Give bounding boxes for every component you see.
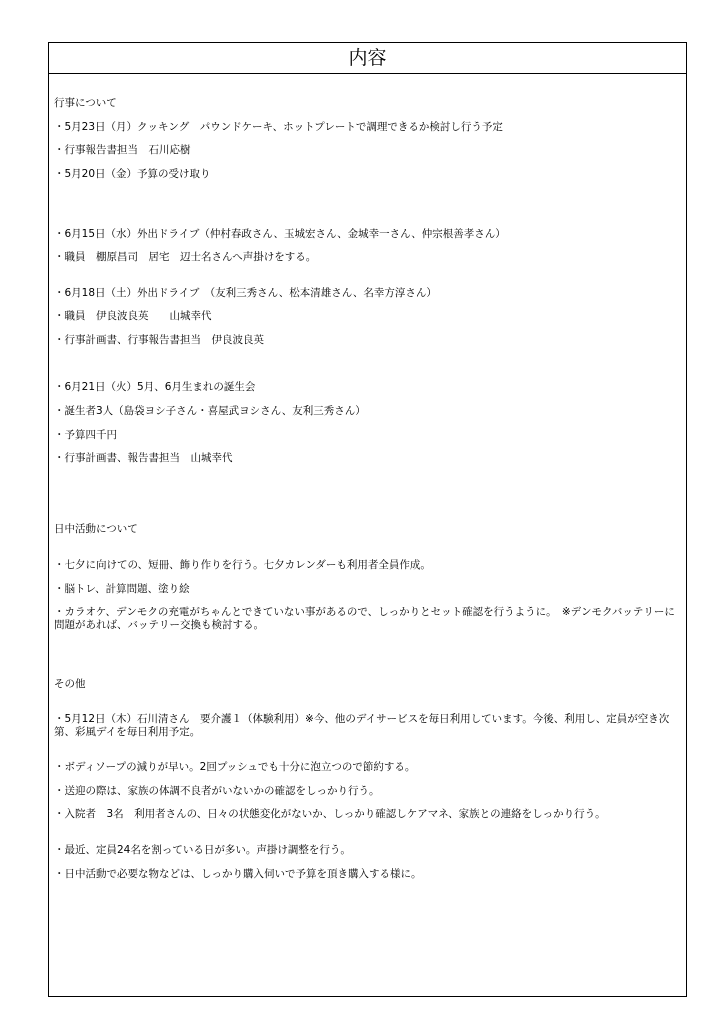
text-line: ・ボディソープの減りが早い。2回プッシュでも十分に泡立つので節約する。	[54, 761, 416, 773]
section-heading-events: 行事について	[54, 97, 117, 109]
text-line: ・6月15日（水）外出ドライブ（仲村春政さん、玉城宏さん、金城幸一さん、仲宗根善孝さん）	[54, 228, 506, 240]
section-heading-daytime: 日中活動について	[54, 523, 138, 535]
text-line: ・誕生者3人（島袋ヨシ子さん・喜屋武ヨシさん、友利三秀さん）	[54, 405, 366, 417]
text-line: ・予算四千円	[54, 429, 117, 441]
text-line: ・七夕に向けての、短冊、飾り作りを行う。七夕カレンダーも利用者全員作成。	[54, 559, 431, 571]
text-line: ・職員 伊良波良英 山城幸代	[54, 310, 212, 322]
text-line: ・6月18日（土）外出ドライブ （友利三秀さん、松本清雄さん、名幸方淳さん）	[54, 287, 437, 299]
text-line: ・6月21日（火）5月、6月生まれの誕生会	[54, 381, 256, 393]
text-line: ・5月20日（金）予算の受け取り	[54, 168, 211, 180]
text-line: ・5月12日（木）石川清さん 要介護１（体験利用）※今、他のデイサービスを毎日利用しています。今後、利用し、定員が空き次第、彩風デイを毎日利用予定。	[54, 713, 670, 738]
text-line: ・送迎の際は、家族の体調不良者がいないかの確認をしっかり行う。	[54, 785, 380, 797]
text-line: ・最近、定員24名を割っている日が多い。声掛け調整を行う。	[54, 844, 351, 856]
section-heading-other: その他	[54, 678, 86, 690]
text-line: ・入院者 3名 利用者さんの、日々の状態変化がないか、しっかり確認しケアマネ、家族との連絡をしっかり行う。	[54, 808, 606, 820]
text-line: ・行事報告書担当 石川応樹	[54, 144, 191, 156]
text-line: ・行事計画書、報告書担当 山城幸代	[54, 452, 233, 464]
text-line: ・職員 棚原昌司 居宅 辺士名さんへ声掛けをする。	[54, 251, 317, 263]
text-line: ・カラオケ、デンモクの充電がちゃんとできていない事があるので、しっかりとセット確認を行うように。 ※デンモクバッテリーに問題があれば、バッテリー交換も検討する。	[54, 606, 675, 631]
text-line: ・日中活動で必要な物などは、しっかり購入伺いで予算を頂き購入する様に。	[54, 868, 422, 880]
text-line: ・行事計画書、行事報告書担当 伊良波良英	[54, 334, 264, 346]
text-line: ・脳トレ、計算問題、塗り絵	[54, 583, 190, 595]
page-title: 内容	[49, 43, 686, 74]
content-frame	[48, 42, 687, 997]
text-line: ・5月23日（月）クッキング パウンドケーキ、ホットプレートで調理できるか検討し行う予定	[54, 121, 503, 133]
